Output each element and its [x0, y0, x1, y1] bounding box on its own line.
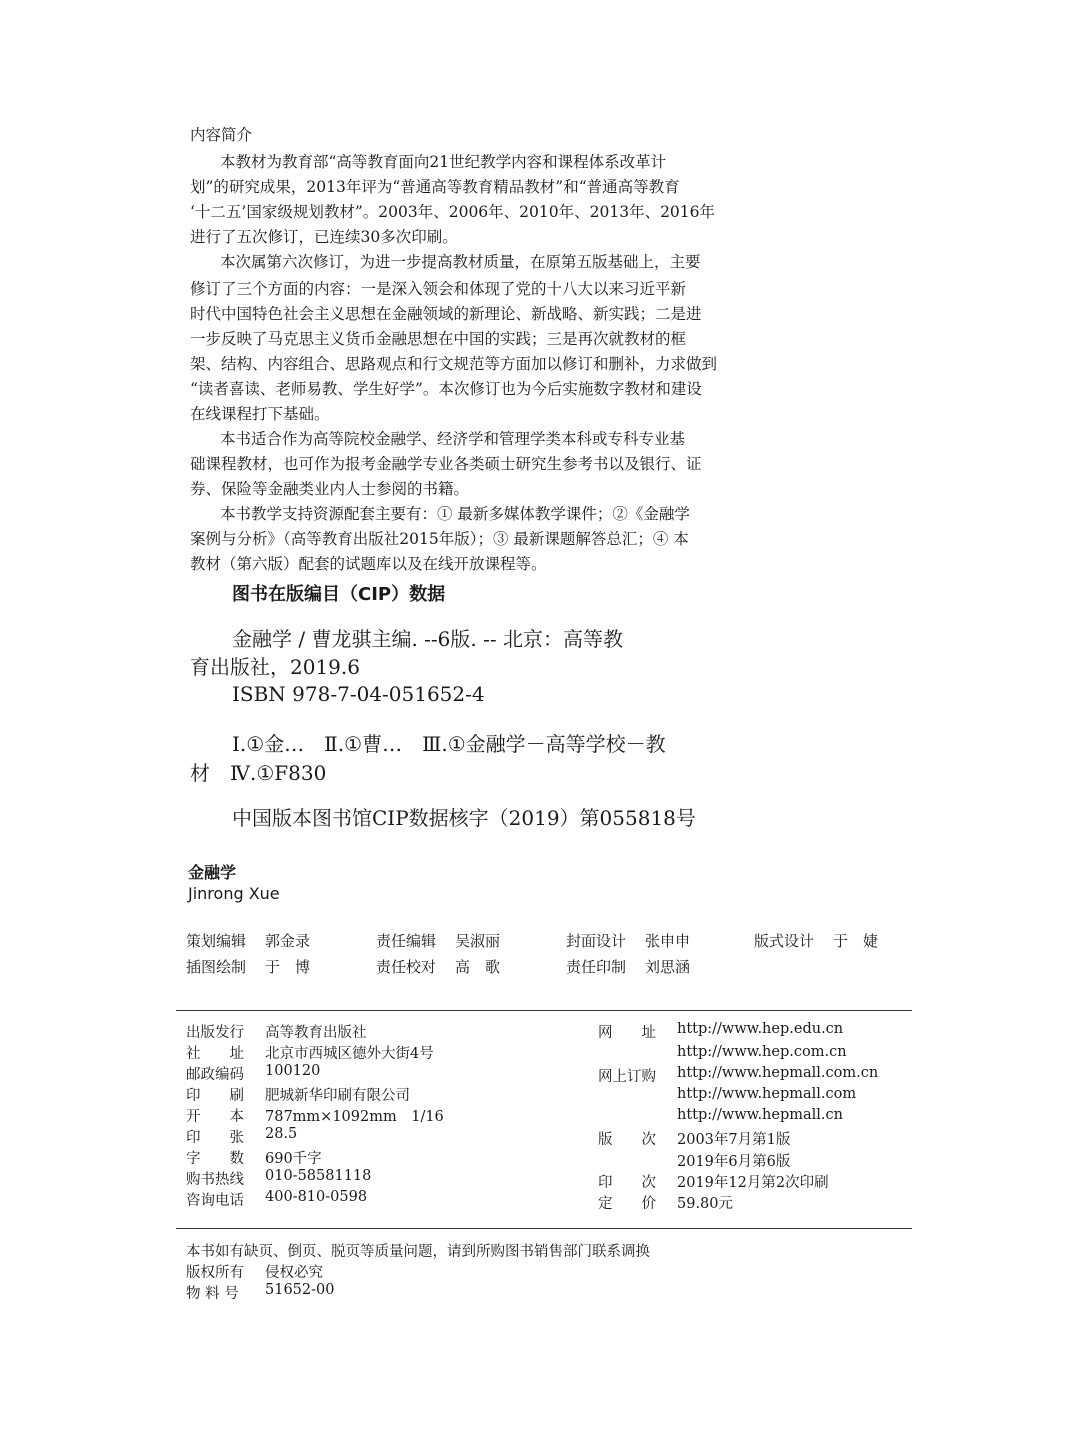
intro-line: 修订了三个方面的内容：一是深入领会和体现了党的十八大以来习近平新 — [190, 280, 687, 298]
pub-value: http://www.hepmall.com — [677, 1086, 857, 1102]
pub-value: http://www.hep.com.cn — [677, 1044, 847, 1060]
credit-value: 高 歌 — [455, 958, 501, 976]
intro-line: 在线课程打下基础。 — [190, 405, 330, 423]
intro-line: 本书教学支持资源配套主要有：① 最新多媒体教学课件；②《金融学 — [220, 505, 690, 523]
intro-line: 案例与分析》（高等教育出版社2015年版）；③ 最新课题解答总汇；④ 本 — [190, 530, 689, 548]
pub-label: 社 址 — [186, 1046, 244, 1062]
credit-value: 刘思涵 — [645, 958, 691, 976]
material-value: 51652-00 — [265, 1282, 335, 1298]
credit-label: 策划编辑 — [186, 932, 247, 950]
pub-value: 787mm×1092mm 1/16 — [265, 1109, 444, 1125]
pub-label: 出版发行 — [186, 1025, 244, 1041]
intro-line: 进行了五次修订，已连续30多次印刷。 — [190, 228, 458, 246]
credit-label: 责任校对 — [376, 958, 437, 976]
pub-value: 400-810-0598 — [265, 1189, 368, 1205]
pub-label: 咨询电话 — [186, 1193, 244, 1209]
pub-value: 690千字 — [265, 1151, 322, 1167]
pub-label: 印 张 — [186, 1130, 244, 1146]
credit-label: 责任编辑 — [376, 932, 437, 950]
copyright-label: 版权所有 — [186, 1265, 244, 1281]
pub-value: 59.80元 — [677, 1196, 734, 1212]
cip-title: 图书在版编目（CIP）数据 — [232, 584, 446, 605]
pub-value: 高等教育出版社 — [265, 1025, 367, 1041]
intro-line: 时代中国特色社会主义思想在金融领域的新理论、新战略、新实践；二是进 — [190, 305, 702, 323]
cip-isbn: ISBN 978-7-04-051652-4 — [232, 682, 485, 706]
pub-label: 版 次 — [598, 1132, 656, 1148]
material-label: 物 料 号 — [186, 1286, 239, 1302]
pub-label: 印 刷 — [186, 1088, 244, 1104]
pub-label: 字 数 — [186, 1151, 244, 1167]
pub-value: http://www.hep.edu.cn — [677, 1021, 844, 1037]
pub-label: 购书热线 — [186, 1172, 244, 1188]
pub-value: 28.5 — [265, 1126, 298, 1142]
intro-line: 划”的研究成果，2013年评为“普通高等教育精品教材”和“普通高等教育 — [190, 178, 680, 196]
cip-line: 中国版本图书馆CIP数据核字（2019）第055818号 — [232, 806, 696, 830]
pub-value: http://www.hepmall.cn — [677, 1107, 843, 1123]
pub-value: 010-58581118 — [265, 1168, 372, 1184]
cip-line: 育出版社，2019.6 — [190, 655, 360, 679]
pub-label: 网 址 — [598, 1025, 656, 1041]
book-pinyin: Jinrong Xue — [188, 884, 280, 903]
copyright-value: 侵权必究 — [265, 1265, 323, 1281]
pub-label: 邮政编码 — [186, 1067, 244, 1083]
intro-line: 架、结构、内容组合、思路观点和行文规范等方面加以修订和删补，力求做到 — [190, 355, 718, 373]
divider — [176, 1228, 912, 1229]
pub-value: 100120 — [265, 1063, 321, 1079]
intro-line: 教材（第六版）配套的试题库以及在线开放课程等。 — [190, 555, 547, 573]
intro-line: 础课程教材，也可作为报考金融学专业各类硕士研究生参考书以及银行、证 — [190, 455, 702, 473]
divider — [176, 1010, 912, 1011]
intro-line: 本次属第六次修订，为进一步提高教材质量，在原第五版基础上，主要 — [220, 253, 701, 271]
intro-heading: 内容简介 — [190, 126, 253, 144]
pub-label: 网上订购 — [598, 1069, 656, 1085]
pub-label: 定 价 — [598, 1196, 656, 1212]
intro-line: 本教材为教育部“高等教育面向21世纪教学内容和课程体系改革计 — [220, 153, 667, 171]
credit-value: 吴淑丽 — [455, 932, 501, 950]
intro-line: ‘十二五’国家级规划教材”。2003年、2006年、2010年、2013年、2016年 — [190, 203, 716, 221]
pub-value: 2003年7月第1版 — [677, 1132, 791, 1148]
credit-label: 版式设计 — [754, 932, 815, 950]
pub-value: 肥城新华印刷有限公司 — [265, 1088, 410, 1104]
book-title: 金融学 — [188, 863, 237, 882]
quality-notice: 本书如有缺页、倒页、脱页等质量问题，请到所购图书销售部门联系调换 — [186, 1244, 650, 1260]
credit-value: 于 博 — [265, 958, 311, 976]
pub-value: http://www.hepmall.com.cn — [677, 1065, 879, 1081]
credit-value: 郭金录 — [265, 932, 311, 950]
pub-value: 2019年6月第6版 — [677, 1154, 791, 1170]
credit-label: 封面设计 — [566, 932, 627, 950]
pub-value: 北京市西城区德外大街4号 — [265, 1046, 434, 1062]
cip-line: 材 Ⅳ.①F830 — [190, 761, 327, 785]
intro-line: 券、保险等金融类业内人士参阅的书籍。 — [190, 480, 470, 498]
credit-value: 于 婕 — [833, 932, 879, 950]
pub-value: 2019年12月第2次印刷 — [677, 1175, 829, 1191]
pub-label: 印 次 — [598, 1175, 656, 1191]
intro-line: 一步反映了马克思主义货币金融思想在中国的实践；三是再次就教材的框 — [190, 330, 687, 348]
credit-label: 责任印制 — [566, 958, 627, 976]
credit-value: 张申申 — [645, 932, 691, 950]
intro-line: “读者喜读、老师易教、学生好学”。本次修订也为今后实施数字教材和建设 — [190, 380, 702, 398]
cip-line: 金融学 / 曹龙骐主编. --6版. -- 北京：高等教 — [232, 627, 623, 651]
cip-line: Ⅰ.①金… Ⅱ.①曹… Ⅲ.①金融学－高等学校－教 — [232, 732, 666, 756]
intro-line: 本书适合作为高等院校金融学、经济学和管理学类本科或专科专业基 — [220, 430, 686, 448]
credit-label: 插图绘制 — [186, 958, 247, 976]
pub-label: 开 本 — [186, 1109, 244, 1125]
